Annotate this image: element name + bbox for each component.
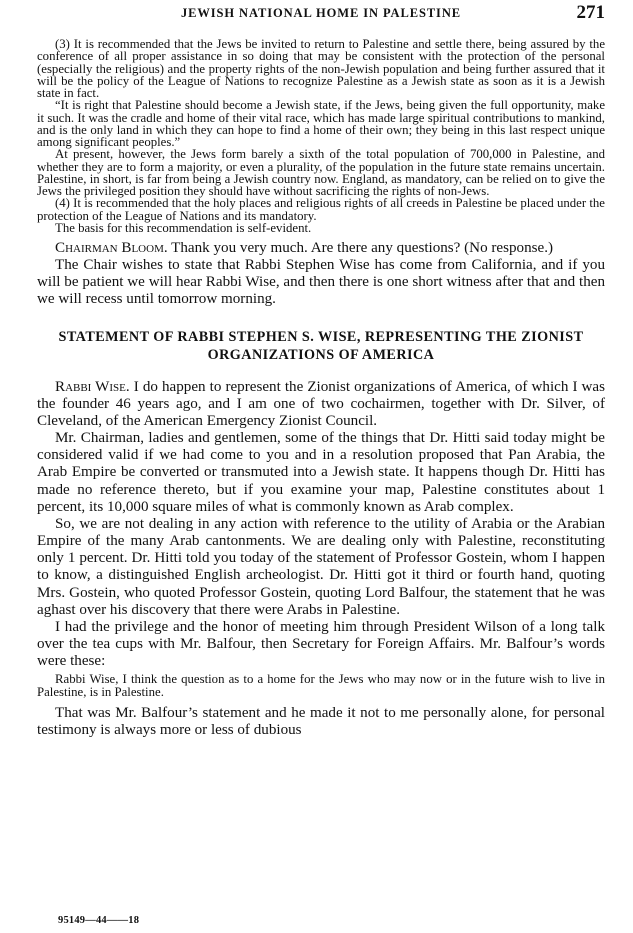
testimony-paragraph-3: So, we are not dealing in any action with reference to the utility of Arabia or the Arabian Empire of the many Arab cantonments. We are dealing only with Palestine, reconstituting only 1 percent. Dr. Hitti told you today of the statement of Professor Gostein, whom I happen to know, a distinguished English archeologist. Dr. Hitti got it third or fourth hand, quoting Mrs. Gostein, who quoted Professor Gostein, quoting Lord Balfour, the statement that he was aghast over his discovery that there were Arabs in Palestine.	[37, 515, 605, 618]
chairman-remark	[37, 240, 605, 257]
testimony-opening-text: I do happen to represent the Zionist organizations of America, of which I was the founder 46 years ago, and I am one of two cochairmen, together with Dr. Silver, of Cleveland, of the American Emergency Zionist Council.	[37, 378, 606, 429]
chairman-name: Chairman Bloom.	[55, 240, 168, 256]
footer-code: 95149—44——18	[58, 915, 140, 926]
population-paragraph: At present, however, the Jews form barely a sixth of the total population of 700,000 in Palestine, and whether they are to form a majority, or even a plurality, of the population in the future state remains uncertain. Palestine, in short, is far from being a Jewish country now. England, as mandatory, can be relied on to give the Jews the privileged position they should have without sacrificing the rights of non-Jews.	[37, 147, 605, 198]
page-number: 271	[576, 2, 605, 23]
testimony-opening	[37, 379, 605, 430]
chair-notice-paragraph: The Chair wishes to state that Rabbi Stephen Wise has come from California, and if you will be patient we will hear Rabbi Wise, and then there is one short witness after that and then we will recess until tomorrow morning.	[37, 257, 605, 308]
testimony-paragraph-2: Mr. Chairman, ladies and gentlemen, some of the things that Dr. Hitti said today might be considered valid if we had come to you and in a resolution proposed that Pan Arabia, the Arab Empire be converted or transmuted into a Jewish state. It happens though Dr. Hitti has made no reference thereto, but if you examine your map, Palestine constitutes about 1 percent, its 10,000 square miles of what is commonly known as Arab complex.	[37, 430, 605, 515]
balfour-quote: Rabbi Wise, I think the question as to a home for the Jews who may now or in the future wish to live in Palestine, is in Palestine.	[37, 672, 605, 699]
quoted-statement-paragraph: “It is right that Palestine should become a Jewish state, if the Jews, being given the full opportunity, make it such. It was the cradle and home of their vital race, which has made large spiritual contributions to mankind, and is the only land in which they can hope to find a home of their own; they being in this last respect unique among significant peoples.”	[37, 98, 605, 149]
running-title: JEWISH NATIONAL HOME IN PALESTINE	[181, 6, 461, 20]
running-head	[37, 2, 605, 26]
speaker-name: Rabbi Wise.	[55, 378, 130, 395]
statement-heading: STATEMENT OF RABBI STEPHEN S. WISE, REPRESENTING THE ZIONIST ORGANIZATIONS OF AMERICA	[58, 328, 584, 364]
recommendation-4-paragraph: (4) It is recommended that the holy places and religious rights of all creeds in Palestine be placed under the protection of the League of Nations and its mandatory.	[37, 196, 605, 223]
chairman-remark-text: Thank you very much. Are there any questions? (No response.)	[171, 240, 554, 256]
basis-paragraph: The basis for this recommendation is self-evident.	[55, 220, 312, 235]
recommendation-3-paragraph: (3) It is recommended that the Jews be invited to return to Palestine and settle there, being assured by the conference of all proper assistance in so doing that may be consistent with the protection of the personal (especially the religious) and the property rights of the non-Jewish population and being further assured that it will be the policy of the League of Nations to recognize Palestine as a Jewish state as soon as it is a Jewish state in fact.	[37, 37, 605, 100]
testimony-paragraph-5: That was Mr. Balfour’s statement and he made it not to me personally alone, for personal testimony is always more or less of dubious	[37, 704, 605, 738]
testimony-paragraph-4: I had the privilege and the honor of meeting him through President Wilson of a long talk over the tea cups with Mr. Balfour, then Secretary for Foreign Affairs. Mr. Balfour’s words were these:	[37, 618, 605, 670]
